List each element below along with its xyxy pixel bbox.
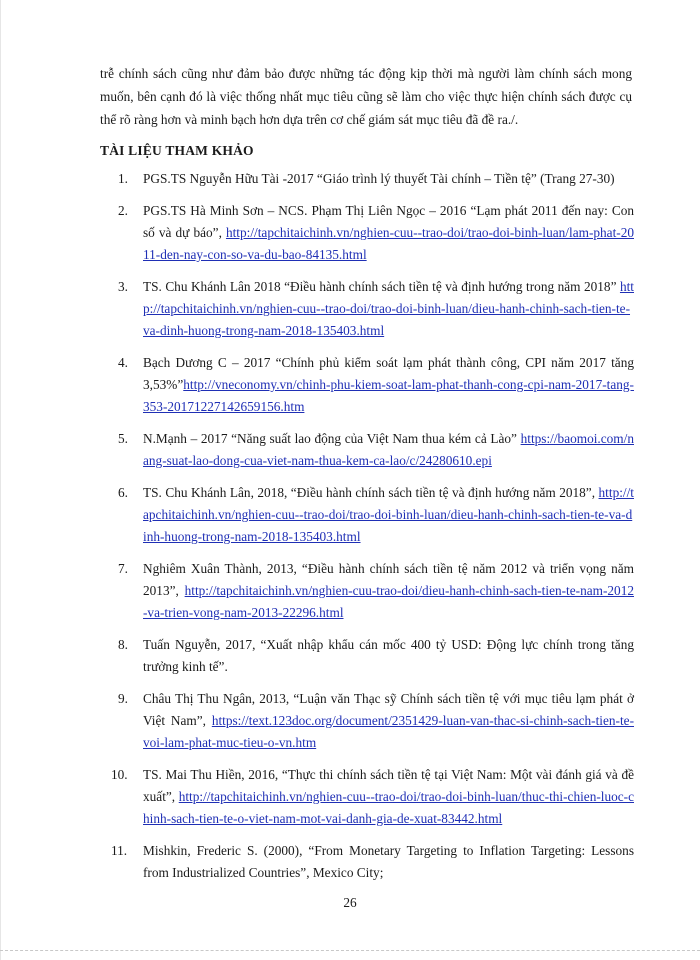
references-heading: TÀI LIỆU THAM KHẢO <box>100 143 254 158</box>
reference-text: Nghiêm Xuân Thành, 2013, “Điều hành chính sách tiền tệ năm 2012 và triển vọng năm 2013”, <box>143 561 634 598</box>
reference-number: 7. <box>118 561 128 576</box>
reference-text: Mishkin, Frederic S. (2000), “From Monetary Targeting to Inflation Targeting: Lessons from Industrialized Countries”, Mexico City; <box>143 843 634 880</box>
reference-item <box>100 558 634 624</box>
reference-number: 9. <box>118 691 128 706</box>
reference-text: Bạch Dương C – 2017 “Chính phủ kiểm soát lạm phát thành công, CPI năm 2017 tăng 3,53%” <box>143 355 634 392</box>
reference-number: 4. <box>118 355 128 370</box>
reference-text: TS. Chu Khánh Lân, 2018, “Điều hành chính sách tiền tệ và định hướng năm 2018”, <box>143 485 599 500</box>
reference-item <box>100 764 634 830</box>
reference-number: 2. <box>118 203 128 218</box>
reference-item <box>100 634 634 678</box>
reference-link[interactable]: http://tapchitaichinh.vn/nghien-cuu--trao-doi/trao-doi-binh-luan/lam-phat-2011-den-nay-con-so-va-du-bao-84135.html <box>143 225 634 262</box>
reference-item <box>100 352 634 418</box>
page-break-rule <box>0 950 700 951</box>
reference-item <box>100 276 634 342</box>
reference-number: 1. <box>118 171 128 186</box>
reference-text: N.Mạnh – 2017 “Năng suất lao động của Việt Nam thua kém cả Lào” <box>143 431 521 446</box>
reference-item <box>100 200 634 266</box>
reference-link[interactable]: https://text.123doc.org/document/2351429-luan-van-thac-si-chinh-sach-tien-te-voi-lam-phat-muc-tieu-o-vn.htm <box>143 713 634 750</box>
reference-text: Châu Thị Thu Ngân, 2013, “Luận văn Thạc sỹ Chính sách tiền tệ với mục tiêu lạm phát ở Việt Nam”, <box>143 691 634 728</box>
references-list <box>100 168 634 894</box>
reference-number: 5. <box>118 431 128 446</box>
page-number: 26 <box>343 895 357 910</box>
reference-item <box>100 840 634 884</box>
reference-item <box>100 688 634 754</box>
reference-text: Tuấn Nguyễn, 2017, “Xuất nhập khẩu cán mốc 400 tỷ USD: Động lực chính trong tăng trưởng kinh tế”. <box>143 637 634 674</box>
reference-text: TS. Chu Khánh Lân 2018 “Điều hành chính sách tiền tệ và định hướng trong năm 2018” <box>143 279 620 294</box>
reference-item <box>100 168 634 190</box>
reference-number: 11. <box>111 843 128 858</box>
reference-link[interactable]: https://baomoi.com/nang-suat-lao-dong-cua-viet-nam-thua-kem-ca-lao/c/24280610.epi <box>143 431 634 468</box>
reference-link[interactable]: http://tapchitaichinh.vn/nghien-cuu--trao-doi/trao-doi-binh-luan/thuc-thi-chien-luoc-chinh-sach-tien-te-o-viet-nam-mot-vai-danh-gia-de-xuat-83442.html <box>143 789 634 826</box>
reference-text: PGS.TS Nguyễn Hữu Tài -2017 “Giáo trình lý thuyết Tài chính – Tiền tệ” (Trang 27-30) <box>143 171 615 186</box>
reference-link[interactable]: http://vneconomy.vn/chinh-phu-kiem-soat-lam-phat-thanh-cong-cpi-nam-2017-tang-353-20171227142659156.htm <box>143 377 634 414</box>
reference-number: 8. <box>118 637 128 652</box>
reference-number: 3. <box>118 279 128 294</box>
reference-text: PGS.TS Hà Minh Sơn – NCS. Phạm Thị Liên Ngọc – 2016 “Lạm phát 2011 đến nay: Con số và dự báo”, <box>143 203 634 240</box>
reference-link[interactable]: http://tapchitaichinh.vn/nghien-cuu-trao-doi/dieu-hanh-chinh-sach-tien-te-nam-2012-va-trien-vong-nam-2013-22296.html <box>143 583 634 620</box>
reference-number: 10. <box>111 767 128 782</box>
reference-link[interactable]: http://tapchitaichinh.vn/nghien-cuu--trao-doi/trao-doi-binh-luan/dieu-hanh-chinh-sach-tien-te-va-dinh-huong-trong-nam-2018-135403.html <box>143 485 634 544</box>
page-left-edge <box>0 0 1 960</box>
reference-item <box>100 482 634 548</box>
reference-number: 6. <box>118 485 128 500</box>
reference-link[interactable]: http://tapchitaichinh.vn/nghien-cuu--trao-doi/trao-doi-binh-luan/dieu-hanh-chinh-sach-tien-te-va-dinh-huong-trong-nam-2018-135403.html <box>143 279 634 338</box>
intro-paragraph: trễ chính sách cũng như đảm bảo được những tác động kịp thời mà người làm chính sách mong muốn, bên cạnh đó là việc thống nhất mục tiêu cũng sẽ làm cho việc thực hiện chính sách được cụ thể rõ ràng hơn và minh bạch hơn dựa trên cơ chế giám sát mục tiêu đã đề ra./. <box>100 66 632 127</box>
reference-item <box>100 428 634 472</box>
reference-text: TS. Mai Thu Hiền, 2016, “Thực thi chính sách tiền tệ tại Việt Nam: Một vài đánh giá và đề xuất”, <box>143 767 634 804</box>
